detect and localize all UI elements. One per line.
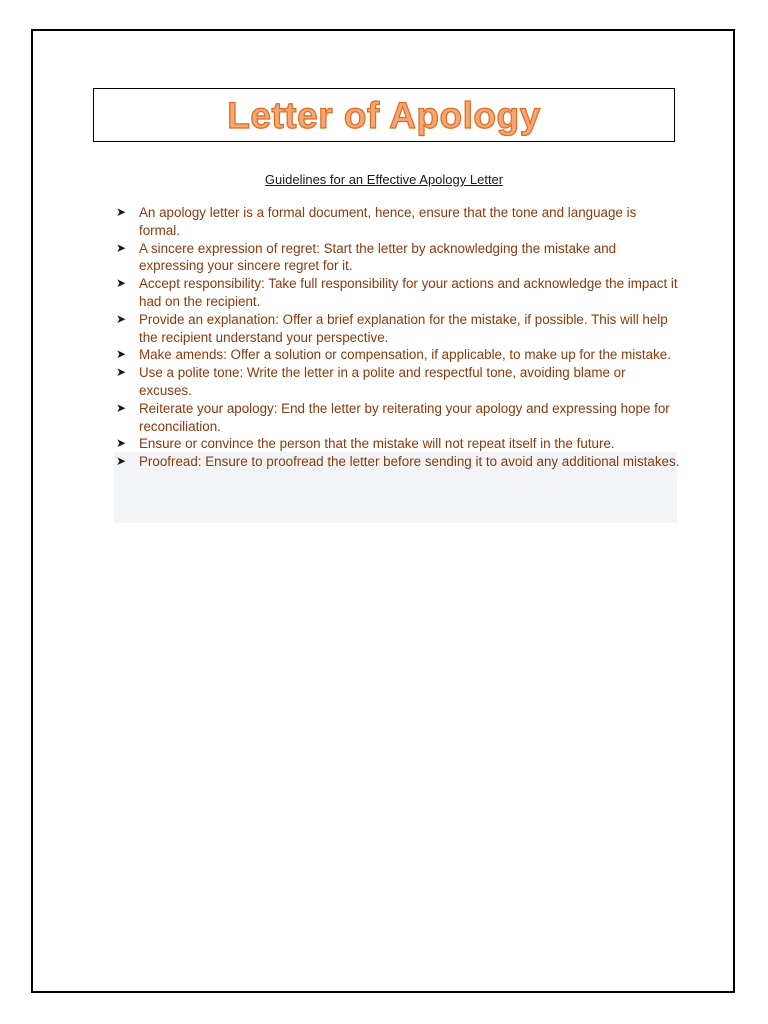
list-item-text: A sincere expression of regret: Start the letter by acknowledging the mistake and expressing your sincere regret for it. [139,240,617,274]
title-box [93,88,675,142]
list-item-text: An apology letter is a formal document, hence, ensure that the tone and language is formal. [139,205,637,238]
list-item [114,453,680,471]
arrowhead-bullet-icon: ➤ [116,347,127,362]
arrowhead-bullet-icon: ➤ [116,365,127,380]
list-item [114,204,680,240]
list-item [114,275,680,311]
list-item-text: Make amends: Offer a solution or compensation, if applicable, to make up for the mistake. [139,347,671,363]
arrowhead-bullet-icon: ➤ [116,276,127,291]
list-item [114,400,680,436]
list-item [114,311,680,347]
guidelines-list [114,204,680,471]
list-item [114,346,680,364]
list-item-text: Use a polite tone: Write the letter in a polite and respectful tone, avoiding blame or excuses. [139,365,626,398]
arrowhead-bullet-icon: ➤ [116,240,127,255]
list-item [114,435,680,453]
list-item [114,364,680,400]
guidelines-heading: Guidelines for an Effective Apology Letter [264,172,504,187]
list-item-text: Proofread: Ensure to proofread the letter before sending it to avoid any additional mistakes. [139,454,680,470]
arrowhead-bullet-icon: ➤ [116,454,127,469]
arrowhead-bullet-icon: ➤ [116,436,127,451]
arrowhead-bullet-icon: ➤ [116,205,127,219]
arrowhead-bullet-icon: ➤ [116,311,127,326]
list-item-text: Reiterate your apology: End the letter by reiterating your apology and expressing hope for reconciliation. [139,400,670,434]
list-item-text: Accept responsibility: Take full responsibility for your actions and acknowledge the impact it had on the recipient. [139,276,678,309]
document-title: Letter of Apology [227,94,541,136]
arrowhead-bullet-icon: ➤ [116,400,127,415]
list-item-text: Provide an explanation: Offer a brief explanation for the mistake, if possible. This will help the recipient understand your perspective. [139,311,668,345]
list-item-text: Ensure or convince the person that the mistake will not repeat itself in the future. [139,436,615,452]
list-item [114,240,680,276]
